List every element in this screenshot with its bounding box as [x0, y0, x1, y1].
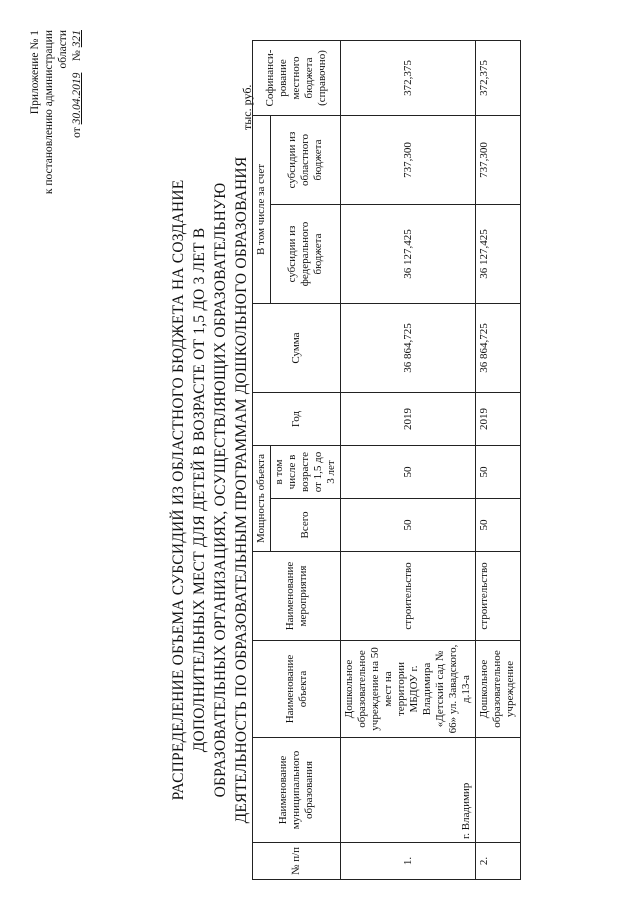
appendix-block — [28, 30, 84, 220]
resolution-date: 30.04.2019 — [71, 72, 83, 125]
cell-federal: 36 127,425 — [476, 205, 521, 304]
cell-object: Дошкольное образовательное учреждение на 50 мест на территории МБДОУ г. Владимира «Детский сад № 66» ул. Завадского, д.13-а — [341, 641, 476, 738]
cell-sum: 36 864,725 — [476, 304, 521, 393]
cell-municipality — [341, 738, 476, 843]
document-title: РАСПРЕДЕЛЕНИЕ ОБЪЕМА СУБСИДИЙ ИЗ ОБЛАСТНОГО БЮДЖЕТА НА СОЗДАНИЕ ДОПОЛНИТЕЛЬНЫХ МЕСТ ДЛЯ ДЕТЕЙ В ВОЗРАСТЕ ОТ 1,5 ДО 3 ЛЕТ В ОБРАЗОВАТЕЛЬНЫХ ОРГАНИЗАЦИЯХ, ОСУЩЕСТВЛЯЮЩИХ ОБРАЗОВАТЕЛЬНУЮ ДЕЯТЕЛЬНОСТЬ ПО ОБРАЗОВАТЕЛЬНЫМ ПРОГРАММАМ ДОШКОЛЬНОГО ОБРАЗОВАНИЯ — [170, 156, 250, 824]
cell-object: Дошкольное образовательное учреждение — [476, 641, 521, 738]
cell-capacity-all: 50 — [341, 499, 476, 552]
municipality-label: г. Владимир — [460, 782, 472, 839]
header-object: Наименование объекта — [253, 641, 341, 738]
appendix-line1: Приложение № 1 — [29, 30, 41, 115]
header-event: Наименование мероприятия — [253, 552, 341, 641]
header-including: В том числе за счет — [253, 116, 271, 304]
cell-regional: 737,300 — [476, 116, 521, 205]
units-label: тыс. руб. — [240, 84, 254, 130]
cell-capacity-all: 50 — [476, 499, 521, 552]
cell-num: 1. — [341, 843, 476, 880]
cell-capacity-sub: 50 — [341, 446, 476, 499]
cell-local: 372,375 — [341, 41, 476, 116]
subsidy-table — [252, 40, 521, 880]
header-capacity-all: Всего — [271, 499, 341, 552]
header-municipality: Наименование муниципального образования — [253, 738, 341, 843]
header-capacity-sub: в том числе в возрасте от 1,5 до 3 лет — [271, 446, 341, 499]
cell-event: строительство — [341, 552, 476, 641]
header-federal: субсидии из федерального бюджета — [271, 205, 341, 304]
header-num: № п/п — [253, 843, 341, 880]
resolution-number: 321 — [71, 30, 83, 48]
cell-federal: 36 127,425 — [341, 205, 476, 304]
cell-event: строительство — [476, 552, 521, 641]
rotated-page — [20, 10, 620, 890]
cell-capacity-sub: 50 — [476, 446, 521, 499]
cell-regional: 737,300 — [341, 116, 476, 205]
cell-local: 372,375 — [476, 41, 521, 116]
cell-municipality — [476, 738, 521, 843]
date-prefix: от — [71, 127, 83, 138]
header-year: Год — [253, 393, 341, 446]
header-capacity: Мощность объекта — [253, 446, 271, 552]
appendix-date-line — [70, 30, 84, 220]
table-row — [341, 41, 476, 880]
cell-year: 2019 — [341, 393, 476, 446]
header-row-1 — [253, 41, 271, 880]
cell-year: 2019 — [476, 393, 521, 446]
header-sum: Сумма — [253, 304, 341, 393]
table-row — [476, 41, 521, 880]
cell-num: 2. — [476, 843, 521, 880]
number-prefix: № — [71, 50, 83, 62]
header-regional: субсидии из областного бюджета — [271, 116, 341, 205]
cell-sum: 36 864,725 — [341, 304, 476, 393]
header-local: Софинанси-рование местного бюджета (справочно) — [253, 41, 341, 116]
appendix-line2: к постановлению администрации области — [43, 30, 69, 195]
